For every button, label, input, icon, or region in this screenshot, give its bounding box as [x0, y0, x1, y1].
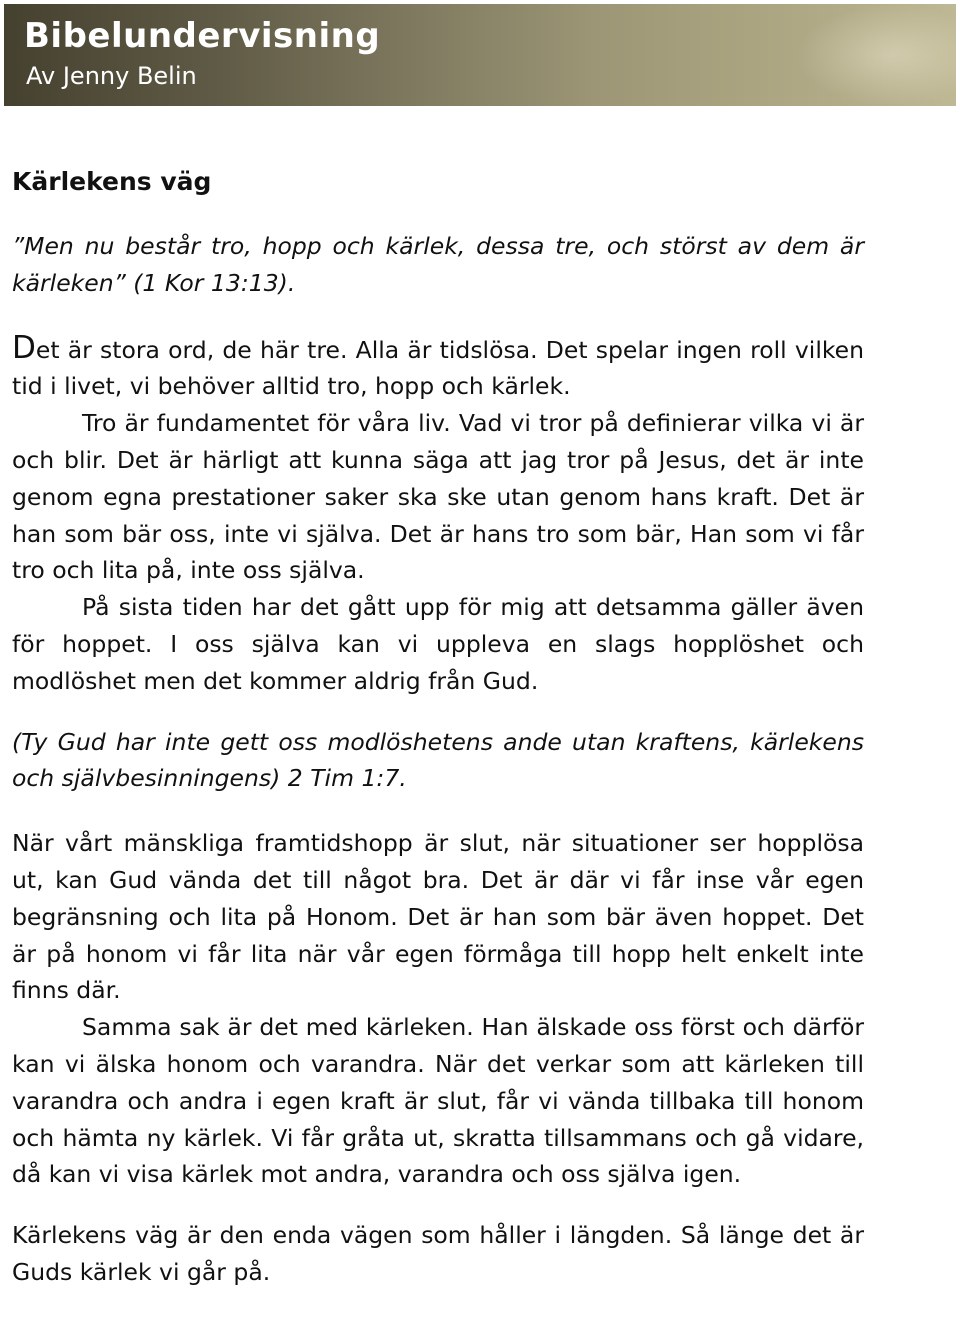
article-body — [12, 164, 864, 1291]
drop-cap-letter: D — [12, 329, 36, 366]
banner-author: Av Jenny Belin — [26, 62, 197, 90]
bible-quote: ”Men nu består tro, hopp och kärlek, dessa tre, och störst av dem är kärleken” (1 Kor 13:13). — [12, 232, 864, 297]
paragraph-intro-text: et är stora ord, de här tre. Alla är tidslösa. Det spelar ingen roll vilken tid i livet, vi behöver alltid tro, hopp och kärlek. — [12, 335, 864, 401]
header-banner — [4, 4, 956, 106]
paragraph-faith: Tro är fundamentet för våra liv. Vad vi tror på definierar vilka vi är och blir. Det är härligt att kunna säga att jag tror på Jesus, det är inte genom egna prestationer saker ska ske utan genom hans kraft. Det är han som bär oss, inte vi själva. Det är hans tro som bär, Han som vi får tro och lita på, inte oss själva. — [12, 409, 864, 585]
paragraph-intro — [12, 330, 864, 406]
paragraph-human-hope: När vårt mänskliga framtidshopp är slut, när situationer ser hopplösa ut, kan Gud vända det till något bra. Det är där vi får inse vår egen begränsning och lita på Honom. Det är han som bär även hoppet. Det är på honom vi får lita när vår egen förmåga till hopp helt enkelt inte finns där. — [12, 829, 864, 1005]
paragraph-conclusion: Kärlekens väg är den enda vägen som håller i längden. Så länge det är Guds kärlek vi går på. — [12, 1221, 864, 1286]
banner-title: Bibelundervisning — [24, 16, 381, 56]
paragraph-hope: På sista tiden har det gått upp för mig att detsamma gäller även för hoppet. I oss själva kan vi uppleva en slags hopplöshet och modlöshet men det kommer aldrig från Gud. — [12, 593, 864, 695]
paragraph-love: Samma sak är det med kärleken. Han älskade oss först och därför kan vi älska honom och varandra. När det verkar som att kärleken till varandra och andra i egen kraft är slut, får vi vända tillbaka till honom och hämta ny kärlek. Vi får gråta ut, skratta tillsammans och gå vidare, då kan vi visa kärlek mot andra, varandra och oss själva igen. — [12, 1013, 864, 1189]
article-heading: Kärlekens väg — [12, 167, 212, 196]
bible-quote-2: (Ty Gud har inte gett oss modlöshetens ande utan kraftens, kärlekens och självbesinningens) 2 Tim 1:7. — [12, 727, 864, 793]
